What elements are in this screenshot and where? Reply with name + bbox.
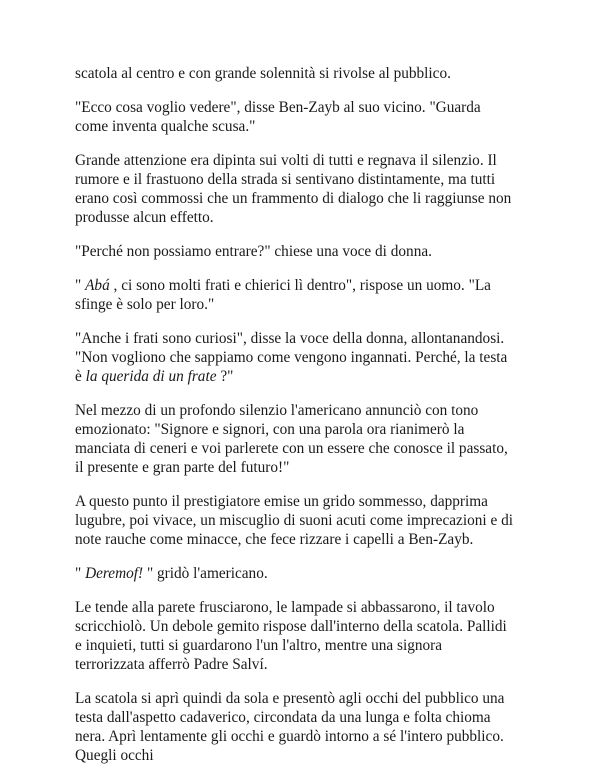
text-run: "Ecco cosa voglio vedere", disse Ben-Zayb al suo vicino. "Guarda come inventa qualche scusa." xyxy=(75,99,481,135)
text-run: , ci sono molti frati e chierici lì dentro", rispose un uomo. "La sfinge è solo per loro." xyxy=(75,277,491,313)
paragraph xyxy=(75,242,515,261)
text-run: Nel mezzo di un profondo silenzio l'americano annunciò con tono emozionato: "Signore e signori, con una parola ora rianimerò la manciata di ceneri e voi parlerete con un essere che conosce il passato, il presente e gran parte del futuro!" xyxy=(75,402,508,476)
text-run: " xyxy=(75,277,86,294)
text-run: "Anche i frati sono curiosi", disse la voce della donna, allontanandosi. "Non vogliono che sappiamo come vengono ingannati. Perché, la testa è xyxy=(75,330,508,385)
paragraph xyxy=(75,329,515,386)
paragraph xyxy=(75,64,515,83)
text-run: scatola al centro e con grande solennità si rivolse al pubblico. xyxy=(75,65,451,82)
text-run: "Perché non possiamo entrare?" chiese una voce di donna. xyxy=(75,243,432,260)
text-run: La scatola si aprì quindi da sola e presentò agli occhi del pubblico una testa dall'aspetto cadaverico, circondata da una lunga e folta chioma nera. Aprì lentamente gli occhi e guardò intorno a sé l'intero pubblico. Quegli occhi xyxy=(75,690,505,764)
text-run: " gridò l'americano. xyxy=(143,565,268,582)
italic-text-run: la querida di un frate xyxy=(85,368,217,385)
paragraph xyxy=(75,598,515,674)
text-run: A questo punto il prestigiatore emise un grido sommesso, dapprima lugubre, poi vivace, un miscuglio di suoni acuti come imprecazioni e di note rauche come minacce, che fece rizzare i capelli a Ben-Zayb. xyxy=(75,493,513,548)
paragraph xyxy=(75,492,515,549)
text-run: ?" xyxy=(216,368,234,385)
text-run: Le tende alla parete frusciarono, le lampade si abbassarono, il tavolo scricchiolò. Un debole gemito rispose dall'interno della scatola. Pallidi e inquieti, tutti si guardarono l'un l'altro, mentre una signora terrorizzata afferrò Padre Salví. xyxy=(75,599,507,673)
paragraph xyxy=(75,276,515,314)
text-run: " xyxy=(75,565,86,582)
text-run: Grande attenzione era dipinta sui volti di tutti e regnava il silenzio. Il rumore e il frastuono della strada si sentivano distintamente, ma tutti erano così commossi che un frammento di dialogo che li raggiunse non produsse alcun effetto. xyxy=(75,152,512,226)
document-page xyxy=(75,64,515,780)
paragraph xyxy=(75,401,515,477)
paragraph xyxy=(75,689,515,765)
italic-text-run: Abá xyxy=(85,277,110,294)
paragraph xyxy=(75,564,515,583)
italic-text-run: Deremof! xyxy=(85,565,144,582)
paragraph xyxy=(75,151,515,227)
paragraph xyxy=(75,98,515,136)
